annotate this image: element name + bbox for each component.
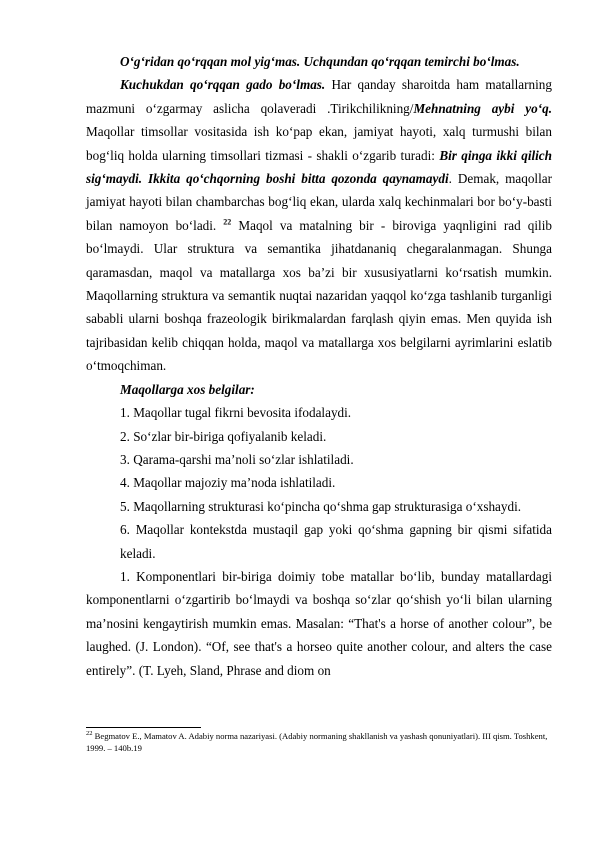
paragraph-text-4: Maqol va matalning bir - biroviga yaqnligini rad qilib bo‘lmaydi. Ular struktura va semantika jihatdananiq chegaralanmagan. Shunga qaramasdan, maqol va matallarga xos ba’zi bir xususiyatlarni ko‘rsatish mumkin. Maqollarning struktura va semantik nuqtai nazaridan yaqqol ko‘zga tashlanib turganligi sababli ularni boshqa frazeologik birikmalardan farqlash qiyin emas. Men quyida ish tajribasidan kelib chiqqan holda, maqol va matallarga xos belgilarni ayrimlarini eslatib o‘tmoqchiman. <box>86 217 552 374</box>
page-body <box>86 50 552 682</box>
paragraph-text-3: . Demak, maqollar jamiyat hayoti bilan chambarchas bog‘liq ekan, ularda xalq kechinmalari bor bo‘y-basti bilan namoyon bo‘ladi. <box>86 171 552 233</box>
features-heading: Maqollarga xos belgilar: <box>120 381 255 397</box>
list-item: 6. Maqollar kontekstda mustaqil gap yoki qo‘shma gapning bir qismi sifatida keladi. <box>120 522 552 561</box>
proverb-heading: O‘g‘ridan qo‘rqqan mol yig‘mas. Uchqundan qo‘rqqan temirchi bo‘lmas. <box>120 54 520 69</box>
matal-paragraph: 1. Komponentlari bir-biriga doimiy tobe matallar bo‘lib, bunday matallardagi komponentlarni o‘zgartirib bo‘lmaydi va boshqa so‘zlar qo‘shish yo‘li bilan ularning ma’nosini kengaytirish mumkin emas. Masalan: “That's a horse of another colour”, be laughed. (J. London). “Of, see that's a horseo quite another colour, and alters the case entirely”. (T. Lyeh, Sland, Phrase and diom on <box>86 568 552 678</box>
list-item: 2. So‘zlar bir-biriga qofiyalanib keladi. <box>120 428 327 444</box>
paragraph-text-2: Maqollar timsollar vositasida ish ko‘pap ekan, jamiyat hayoti, xalq turmushi bilan bog‘liq holda ularning timsollari tizmasi - shakli o‘zgarib turadi: <box>86 124 552 163</box>
footnote-reference: 22 <box>223 217 232 227</box>
list-item: 4. Maqollar majoziy ma’noda ishlatiladi. <box>120 475 336 491</box>
list-item: 5. Maqollarning strukturasi ko‘pincha qo‘shma gap strukturasiga o‘xshaydi. <box>120 498 522 514</box>
paragraph-text-1: Har qanday sharoitda ham matallarning mazmuni o‘zgarmay aslicha qolaveradi .Tirikchilikning/ <box>86 77 552 116</box>
proverb-lead: Kuchukdan qo‘rqqan gado bo‘lmas. <box>120 77 326 93</box>
footnote-number: 22 <box>86 730 93 738</box>
footnote-text: Begmatov E., Mamatov A. Adabiy norma nazariyasi. (Adabiy normaning shakllanish va yashash qonuniyatlari). III qism. Toshkent, 1999. – 140b.19 <box>86 731 548 753</box>
footnote <box>86 730 552 754</box>
list-item: 1. Maqollar tugal fikrni bevosita ifodalaydi. <box>120 405 352 421</box>
proverb-example-1: Mehnatning aybi yo‘q. <box>413 100 552 116</box>
list-item: 3. Qarama-qarshi ma’noli so‘zlar ishlatiladi. <box>120 451 354 467</box>
footnote-divider <box>86 727 201 728</box>
proverb-example-2: Bir qinga ikki qilich sig‘maydi. Ikkita qo‘chqorning boshi bitta qozonda qaynamaydi <box>86 147 552 187</box>
intro-paragraph <box>86 73 552 377</box>
